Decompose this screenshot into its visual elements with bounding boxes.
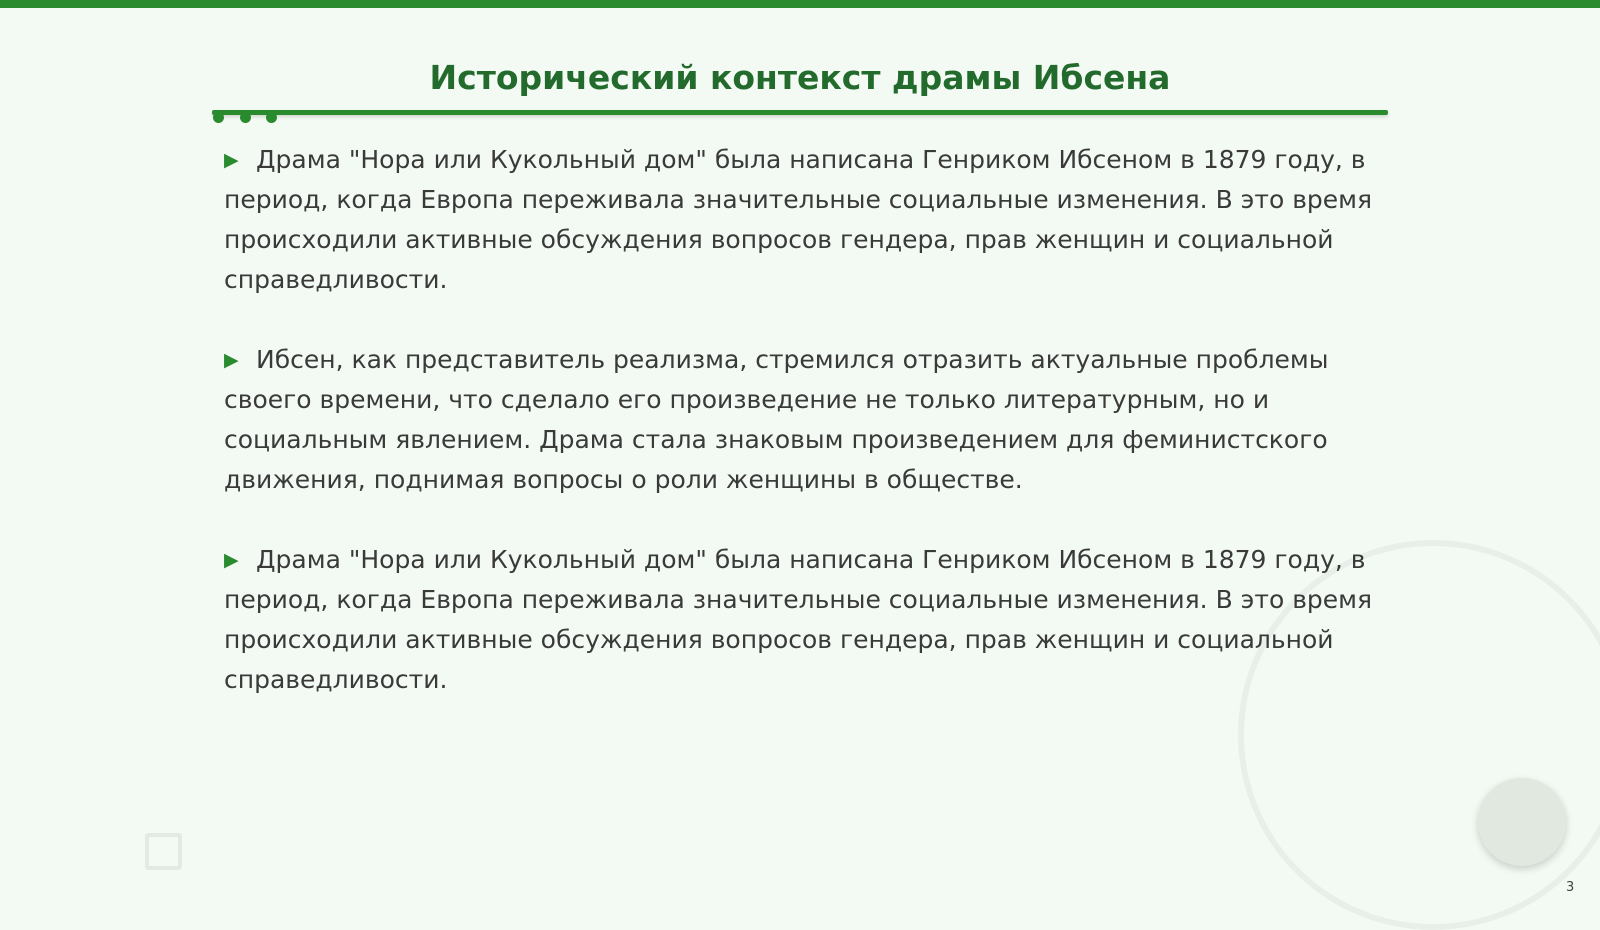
slide-title: Исторический контекст драмы Ибсена — [429, 58, 1171, 97]
bullet-item — [224, 140, 1374, 300]
top-accent-bar — [0, 0, 1600, 8]
bullet-item — [224, 540, 1374, 700]
triangle-right-icon: ▶ — [224, 149, 239, 171]
triangle-right-icon: ▶ — [224, 549, 239, 571]
decorative-square — [145, 833, 182, 870]
triangle-right-icon: ▶ — [224, 349, 239, 371]
bullet-text: Ибсен, как представитель реализма, стремился отразить актуальные проблемы своего времени, что сделало его произведение не только литературным, но и социальным явлением. Драма стала знаковым произведением для феминистского движения, поднимая вопросы о роли женщины в обществе. — [224, 345, 1329, 494]
bullet-list — [224, 140, 1374, 700]
title-underline — [212, 110, 1388, 115]
bullet-text: Драма "Нора или Кукольный дом" была написана Генриком Ибсеном в 1879 году, в период, когда Европа переживала значительные социальные изменения. В это время происходили активные обсуждения вопросов гендера, прав женщин и социальной справедливости. — [224, 145, 1373, 294]
bullet-text: Драма "Нора или Кукольный дом" была написана Генриком Ибсеном в 1879 году, в период, когда Европа переживала значительные социальные изменения. В это время происходили активные обсуждения вопросов гендера, прав женщин и социальной справедливости. — [224, 545, 1373, 694]
decorative-circle-outline — [1238, 540, 1600, 930]
title-dot — [213, 112, 224, 123]
title-dot — [240, 112, 251, 123]
decorative-circle — [1478, 778, 1566, 866]
bullet-item — [224, 340, 1374, 500]
title-dot — [266, 112, 277, 123]
page-number: 3 — [1566, 880, 1575, 895]
